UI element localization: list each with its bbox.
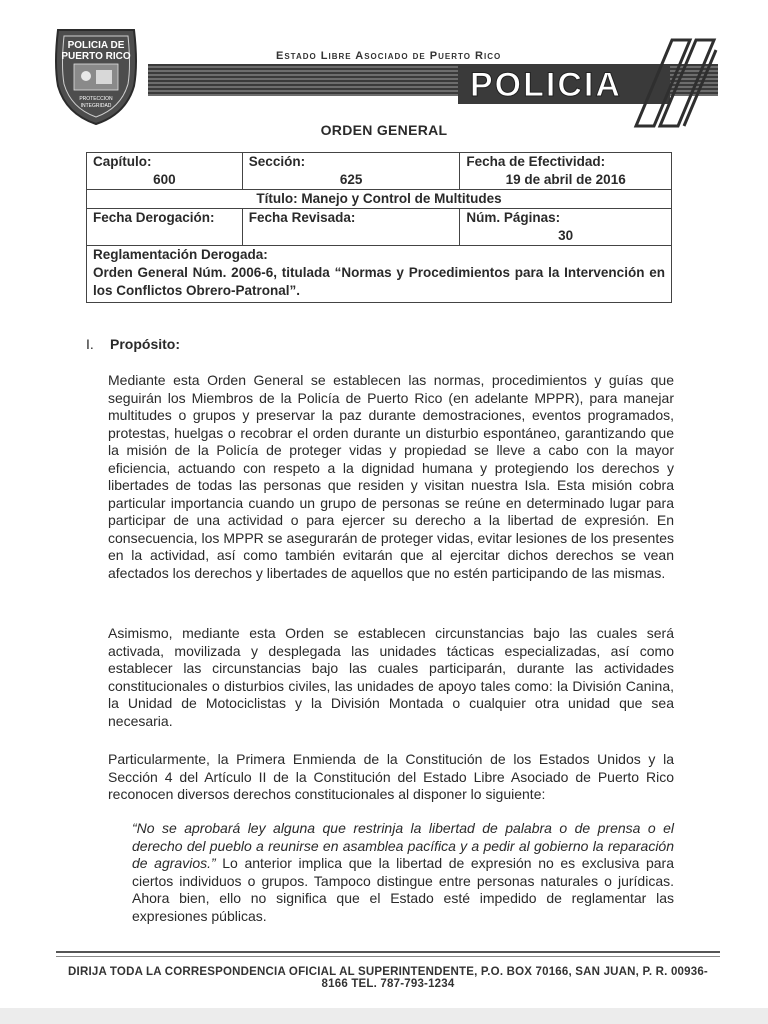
page-bottom-edge [0, 1008, 768, 1024]
reglamentacion-text: Orden General Núm. 2006-6, titulada “Normas y Procedimientos para la Intervención en los Conflictos Obrero-Patronal”. [93, 265, 665, 298]
quote-rest: Lo anterior implica que la libertad de expresión no es exclusiva para ciertos individuos o grupos. Tampoco distingue entre personas naturales o jurídicas. Ahora bien, ello no significa que el Estado esté impedido de reglamentar las expresiones públicas. [132, 855, 674, 924]
fecha-efectividad-label: Fecha de Efectividad: [466, 154, 606, 169]
fecha-derogacion-label: Fecha Derogación: [87, 209, 243, 246]
reglamentacion-cell [87, 246, 672, 303]
capitulo-label: Capítulo: [93, 154, 152, 169]
section-number: I. [86, 336, 94, 352]
footer-address: DIRIJA TODA LA CORRESPONDENCIA OFICIAL AL SUPERINTENDENTE, P.O. BOX 70166, SAN JUAN, P. R. 00936-8166 TEL. 787-793-1234 [68, 966, 708, 990]
seccion-label: Sección: [248, 154, 306, 169]
quote-italic: “No se aprobará ley alguna que restrinja la libertad de palabra o de prensa o el derecho del pueblo a reunirse en asamblea pacífica y a pedir al gobierno la reparación de agravios.” [132, 820, 674, 871]
seccion-value: 625 [339, 172, 363, 187]
badge-line2: PUERTO RICO [61, 51, 131, 62]
footer-rule-thin [56, 956, 720, 957]
footer-rule [56, 951, 720, 953]
seccion-cell [242, 153, 460, 190]
num-paginas-label: Núm. Páginas: [466, 210, 561, 225]
fecha-efectividad-cell [460, 153, 672, 190]
order-info-table [86, 152, 672, 303]
section-heading [86, 336, 180, 352]
paragraph-2: Asimismo, mediante esta Orden se establecen circunstancias bajo las cuales será activada, movilizada y desplegada las unidades tácticas especializadas, así como establecer las circunstancias bajo las cuales participarán, durante las actividades constitucionales o disturbios civiles, las unidades de apoyo tales como: la División Canina, la Unidad de Motociclistas y la División Montada o cualquier otra unidad que sea necesaria. [108, 625, 674, 729]
state-name: Estado Libre Asociado de Puerto Rico [276, 50, 502, 62]
capitulo-cell [87, 153, 243, 190]
badge-line1: POLICIA DE [67, 40, 125, 51]
policia-logo-icon [458, 38, 720, 128]
police-badge-icon [50, 24, 142, 128]
num-paginas-value: 30 [558, 228, 574, 243]
document-title: ORDEN GENERAL [320, 122, 448, 138]
paragraph-3: Particularmente, la Primera Enmienda de la Constitución de los Estados Unidos y la Sección 4 del Artículo II de la Constitución del Estado Libre Asociado de Puerto Rico reconocen diversos derechos constitucionales al disponer lo siguiente: [108, 751, 674, 802]
capitulo-value: 600 [153, 172, 176, 187]
titulo-cell: Título: Manejo y Control de Multitudes [87, 190, 672, 209]
section-title: Propósito: [110, 336, 180, 352]
paragraph-1: Mediante esta Orden General se establecen las normas, procedimientos y guías que seguirán los Miembros de la Policía de Puerto Rico (en adelante MPPR), para manejar multitudes o grupos y preservar la paz durante demostraciones, eventos programados, protestas, huelgas o recobrar el orden durante un disturbio espontáneo, garantizando que la misión de la Policía de proteger vidas y propiedad se lleve a cabo con la mayor eficiencia, actuando con respeto a la dignidad humana y protegiendo los derechos y libertades de todas las personas que residen y visitan nuestra Isla. Esta misión cobra particular importancia cuando un grupo de personas se reúne en determinado lugar para participar de una actividad o para ejercer su derecho a la libertad de expresión. En consecuencia, los MPPR se asegurarán de proteger vidas, evitar lesiones de los presentes en la actividad, así como también evitarán que al ejercitar dichos derechos se vean afectados los derechos y libertades de aquellos que no estén participando de las mismas. [108, 372, 674, 581]
reglamentacion-label: Reglamentación Derogada: [93, 247, 268, 262]
badge-motto1: PROTECCION [79, 96, 113, 102]
constitution-quote [132, 820, 674, 925]
num-paginas-cell [460, 209, 672, 246]
policia-wordmark: POLICIA [470, 66, 622, 104]
fecha-efectividad-value: 19 de abril de 2016 [505, 172, 626, 187]
fecha-revisada-label: Fecha Revisada: [242, 209, 460, 246]
badge-motto2: INTEGRIDAD [80, 103, 112, 109]
